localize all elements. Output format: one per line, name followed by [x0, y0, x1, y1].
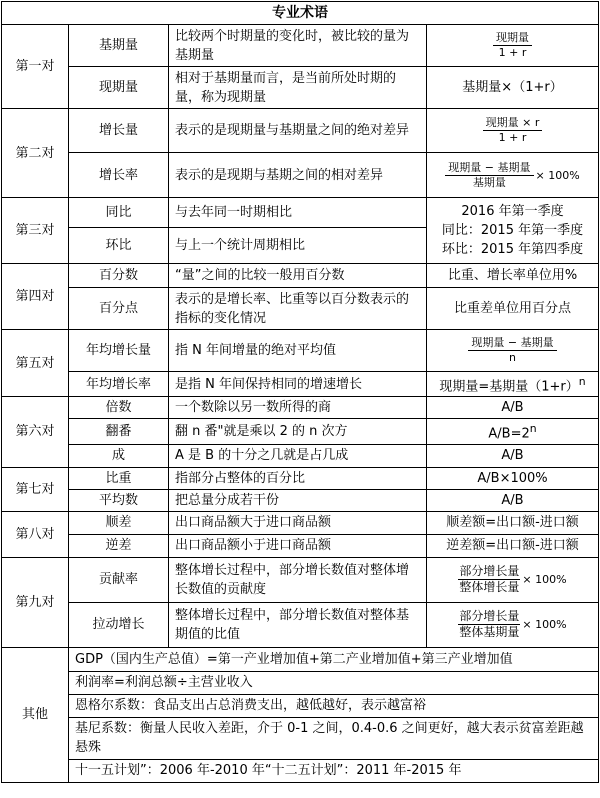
- group-label: 其他: [2, 647, 69, 782]
- other-gdp: GDP（国内生产总值）=第一产业增加值+第二产业增加值+第三产业增加值: [69, 647, 599, 671]
- term-percentage: 百分数: [69, 264, 169, 288]
- term-contribution: 贡献率: [69, 557, 169, 602]
- fraction-numerator: 现期量 − 基期量: [445, 161, 533, 176]
- fraction-tail: × 100%: [522, 618, 567, 632]
- term-cheng: 成: [69, 444, 169, 467]
- formula-contribution: [427, 557, 599, 602]
- term-proportion: 比重: [69, 467, 169, 489]
- term-current: 现期量: [69, 67, 169, 109]
- desc-surplus: 出口商品额大于进口商品额: [169, 511, 427, 534]
- fraction: [493, 31, 532, 60]
- formula-text: 现期量=基期量（1+r）: [439, 379, 579, 395]
- fraction-tail: × 100%: [535, 168, 580, 182]
- term-double: 翻番: [69, 419, 169, 444]
- formula-base: [427, 25, 599, 67]
- fraction-denominator: n: [509, 351, 516, 364]
- term-yoy: 同比: [69, 198, 169, 228]
- fraction-numerator: 现期量 − 基期量: [468, 336, 556, 351]
- other-engel: 恩格尔系数：食品支出占总消费支出，越低越好，表示越富裕: [69, 694, 599, 717]
- desc-proportion: 指部分占整体的百分比: [169, 467, 427, 489]
- desc-multiple: 一个数除以另一数所得的商: [169, 397, 427, 419]
- formula-multiple: A/B: [427, 397, 599, 419]
- term-pull: 拉动增长: [69, 602, 169, 647]
- desc-avg-growth-rate: 是指 N 年间保持相同的增速增长: [169, 372, 427, 397]
- formula-pull: [427, 602, 599, 647]
- group-label: 第二对: [2, 109, 69, 198]
- desc-growth-amount: 表示的是现期量与基期量之间的绝对差异: [169, 109, 427, 153]
- group-label: 第三对: [2, 198, 69, 264]
- group-label: 第四对: [2, 264, 69, 330]
- terms-table: [1, 1, 599, 783]
- term-pct-point: 百分点: [69, 288, 169, 330]
- term-average: 平均数: [69, 489, 169, 511]
- fraction: [458, 564, 520, 595]
- formula-double: [427, 419, 599, 444]
- fraction-denominator: 1 + r: [498, 46, 527, 59]
- group-label: 第八对: [2, 511, 69, 557]
- fraction: [445, 161, 533, 190]
- fraction-numerator: 部分增长量: [459, 564, 520, 579]
- group-label: 第五对: [2, 330, 69, 397]
- group-label: 第七对: [2, 467, 69, 511]
- desc-double: 翻 n 番"就是乘以 2 的 n 次方: [169, 419, 427, 444]
- formula-avg-growth-amount: [427, 330, 599, 372]
- desc-pull: 整体增长过程中，部分增长数值对整体基期值的比值: [169, 602, 427, 647]
- fraction-tail: × 100%: [522, 573, 567, 587]
- desc-cheng: A 是 B 的十分之几就是占几成: [169, 444, 427, 467]
- term-avg-growth-amount: 年均增长量: [69, 330, 169, 372]
- formula-text: A/B=2: [488, 426, 530, 442]
- term-multiple: 倍数: [69, 397, 169, 419]
- formula-exponent: n: [529, 422, 537, 436]
- formula-growth-rate: [427, 153, 599, 198]
- group-label: 第六对: [2, 397, 69, 467]
- formula-exponent: n: [578, 375, 586, 388]
- formula-average: A/B: [427, 489, 599, 511]
- fraction-numerator: 部分增长量: [459, 609, 520, 624]
- other-five-year-plan: 十一五计划”：2006 年-2010 年“十二五计划”：2011 年-2015 年: [69, 759, 599, 782]
- formula-yoy-mom: [427, 198, 599, 264]
- term-base: 基期量: [69, 25, 169, 67]
- table-title: 专业术语: [2, 2, 599, 25]
- other-gini: 基尼系数：衡量人民收入差距，介于 0-1 之间，0.4-0.6 之间更好，越大表示贫富差距越悬殊: [69, 717, 599, 759]
- terms-table-container: [1, 1, 598, 796]
- formula-pct-point: 比重差单位用百分点: [427, 288, 599, 330]
- formula-line: 2016 年第一季度: [461, 204, 564, 219]
- fraction-denominator: 1 + r: [498, 131, 527, 144]
- term-growth-rate: 增长率: [69, 153, 169, 198]
- fraction-numerator: 现期量 × r: [483, 116, 543, 131]
- formula-current: 基期量×（1+r）: [427, 67, 599, 109]
- term-surplus: 顺差: [69, 511, 169, 534]
- desc-base: 比较两个时期量的变化时，被比较的量为基期量: [169, 25, 427, 67]
- fraction: [483, 116, 543, 145]
- term-deficit: 逆差: [69, 534, 169, 557]
- formula-surplus: 顺差额=出口额-进口额: [427, 511, 599, 534]
- desc-mom: 与上一个统计周期相比: [169, 228, 427, 264]
- desc-percentage: “量”之间的比较一般用百分数: [169, 264, 427, 288]
- term-avg-growth-rate: 年均增长率: [69, 372, 169, 397]
- other-profit-rate: 利润率=利润总额÷主营业收入: [69, 671, 599, 694]
- formula-growth-amount: [427, 109, 599, 153]
- desc-current: 相对于基期量而言，是当前所处时期的量，称为现期量: [169, 67, 427, 109]
- fraction: [458, 609, 520, 640]
- desc-average: 把总量分成若干份: [169, 489, 427, 511]
- desc-avg-growth-amount: 指 N 年间增量的绝对平均值: [169, 330, 427, 372]
- formula-proportion: A/B×100%: [427, 467, 599, 489]
- fraction: [468, 336, 556, 365]
- desc-contribution: 整体增长过程中，部分增长数值对整体增长数值的贡献度: [169, 557, 427, 602]
- formula-line: 同比：2015 年第一季度: [441, 223, 584, 238]
- group-label: 第九对: [2, 557, 69, 647]
- desc-growth-rate: 表示的是现期与基期之间的相对差异: [169, 153, 427, 198]
- desc-pct-point: 表示的是增长率、比重等以百分数表示的指标的变化情况: [169, 288, 427, 330]
- fraction-denominator: 整体基期量: [459, 625, 520, 640]
- formula-line: 环比：2015 年第四季度: [441, 242, 584, 257]
- term-mom: 环比: [69, 228, 169, 264]
- term-growth-amount: 增长量: [69, 109, 169, 153]
- desc-deficit: 出口商品额小于进口商品额: [169, 534, 427, 557]
- desc-yoy: 与去年同一时期相比: [169, 198, 427, 228]
- formula-deficit: 逆差额=出口额-进口额: [427, 534, 599, 557]
- group-label: 第一对: [2, 25, 69, 109]
- formula-avg-growth-rate: [427, 372, 599, 397]
- formula-cheng: A/B: [427, 444, 599, 467]
- fraction-denominator: 整体增长量: [459, 580, 520, 595]
- fraction-denominator: 基期量: [472, 175, 506, 189]
- fraction-numerator: 现期量: [493, 31, 532, 46]
- formula-percentage: 比重、增长率单位用%: [427, 264, 599, 288]
